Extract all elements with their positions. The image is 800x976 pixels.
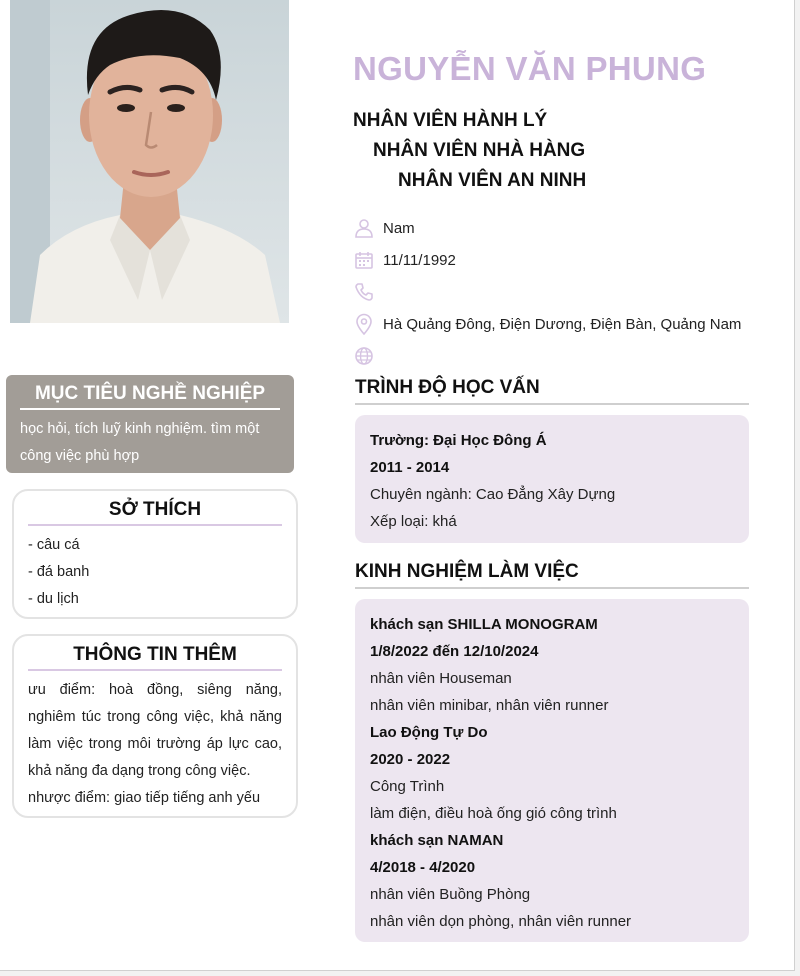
job-company: Lao Động Tự Do (370, 724, 488, 741)
role-3: NHÂN VIÊN AN NINH (398, 170, 587, 191)
objective-box (6, 375, 294, 473)
gender-row (353, 216, 415, 240)
hobby-item: - đá banh (28, 564, 90, 580)
phone-icon (353, 281, 375, 303)
education-years: 2011 - 2014 (370, 459, 450, 476)
birthday-value: 11/11/1992 (383, 251, 456, 269)
school: Trường: Đại Học Đông Á (370, 432, 547, 449)
phone-row (353, 280, 383, 304)
rank: Xếp loại: khá (370, 513, 457, 530)
role-1: NHÂN VIÊN HÀNH LÝ (353, 110, 548, 131)
extra-line: làm việc trong môi trường áp lực cao, (28, 736, 282, 752)
address-value: Hà Quảng Đông, Điện Dương, Điện Bàn, Quảng Nam (383, 315, 742, 333)
job-detail: nhân viên dọn phòng, nhân viên runner (370, 913, 632, 930)
hobbies-box (12, 489, 298, 619)
job-detail: làm điện, điều hoà ống gió công trình (370, 805, 617, 822)
job-detail: nhân viên minibar, nhân viên runner (370, 697, 609, 714)
user-icon (353, 217, 375, 239)
profile-photo (10, 0, 289, 323)
location-pin-icon (353, 313, 375, 335)
job-company: khách sạn NAMAN (370, 832, 504, 849)
job-position: nhân viên Buồng Phòng (370, 886, 531, 903)
extra-line: ưu điểm: hoà đồng, siêng năng, (28, 682, 282, 698)
experience-box (355, 599, 749, 942)
education-box (355, 415, 749, 543)
website-row (353, 344, 383, 368)
education-title: TRÌNH ĐỘ HỌC VẤN (355, 377, 749, 405)
job-1 (370, 611, 734, 719)
extra-info-box (12, 634, 298, 818)
experience-title: KINH NGHIỆM LÀM VIỆC (355, 561, 749, 589)
globe-icon (353, 345, 375, 367)
job-company: khách sạn SHILLA MONOGRAM (370, 616, 598, 633)
objective-text: học hỏi, tích luỹ kinh nghiệm. tìm một công việc phù hợp (20, 421, 260, 464)
job-2 (370, 719, 734, 827)
extra-line: khả năng đa dạng trong công việc. (28, 763, 251, 779)
birthday-row (353, 248, 456, 272)
job-position: nhân viên Houseman (370, 670, 512, 687)
extra-line: nhược điểm: giao tiếp tiếng anh yếu (28, 790, 261, 806)
job-3 (370, 827, 734, 935)
job-period: 2020 - 2022 (370, 751, 451, 768)
extra-info-title: THÔNG TIN THÊM (28, 644, 282, 671)
extra-line: nghiêm túc trong công việc, khả năng (28, 709, 282, 725)
candidate-name: NGUYỄN VĂN PHUNG (353, 50, 707, 87)
calendar-icon (353, 249, 375, 271)
major: Chuyên ngành: Cao Đẳng Xây Dựng (370, 486, 616, 503)
objective-title: MỤC TIÊU NGHỀ NGHIỆP (20, 383, 280, 410)
job-period: 4/2018 - 4/2020 (370, 859, 476, 876)
address-row (353, 312, 741, 336)
hobbies-title: SỞ THÍCH (28, 499, 282, 526)
hobby-item: - câu cá (28, 537, 80, 553)
role-2: NHÂN VIÊN NHÀ HÀNG (373, 140, 586, 161)
hobby-item: - du lịch (28, 591, 79, 607)
job-position: Công Trình (370, 778, 445, 795)
job-period: 1/8/2022 đến 12/10/2024 (370, 643, 539, 660)
gender-value: Nam (383, 219, 415, 237)
